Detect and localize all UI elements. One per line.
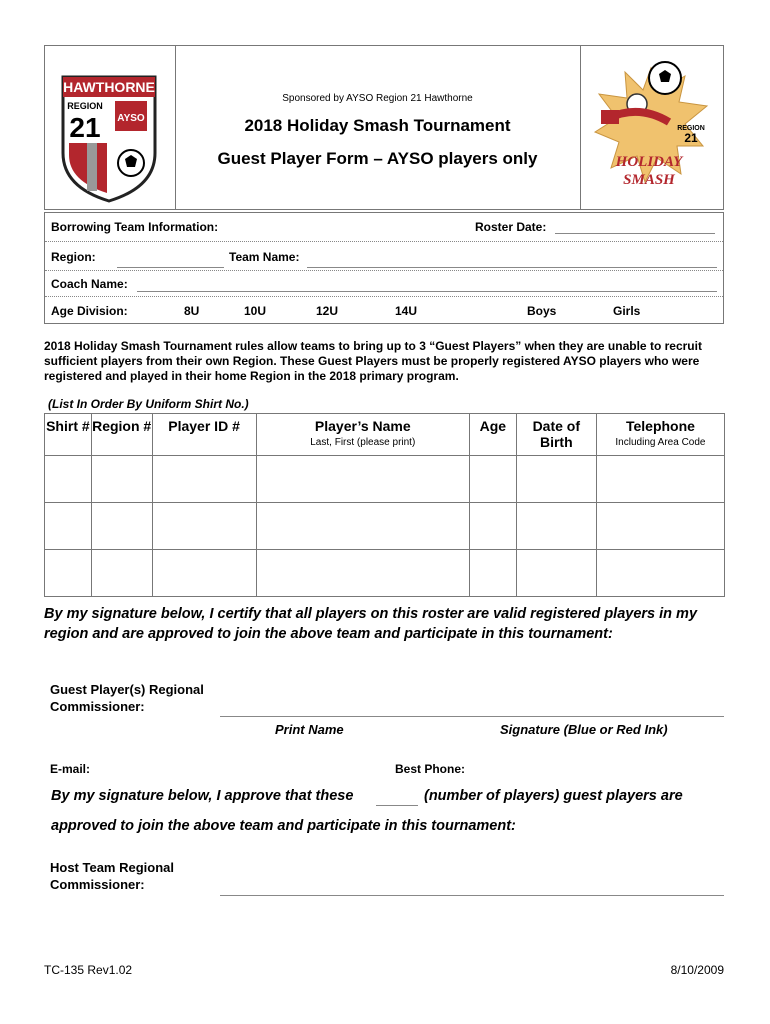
- sponsor-text: Sponsored by AYSO Region 21 Hawthorne: [282, 93, 473, 104]
- guest-commissioner-signature-line[interactable]: [220, 716, 724, 717]
- host-commissioner-signature-line[interactable]: [220, 895, 724, 896]
- age-division-label: Age Division:: [51, 304, 128, 318]
- svg-text:21: 21: [69, 112, 101, 143]
- col-dob: Date of Birth: [516, 414, 596, 456]
- col-player-name: [256, 414, 469, 456]
- svg-text:AYSO: AYSO: [117, 113, 145, 124]
- table-row[interactable]: [45, 456, 725, 503]
- rules-text: 2018 Holiday Smash Tournament rules allow teams to bring up to 3 “Guest Players” when they are unable to recruit sufficient players from their own Region. These Guest Players must be properly registered AYSO players who were registered and played in their home Region in the 2018 primary program.: [44, 339, 702, 383]
- svg-text:21: 21: [684, 131, 698, 145]
- telephone-heading: Telephone: [625, 418, 695, 434]
- telephone-subheading: Including Area Code: [615, 437, 706, 448]
- col-player-id: Player ID #: [152, 414, 256, 456]
- borrowing-team-section: [44, 212, 724, 324]
- form-subtitle: Guest Player Form – AYSO players only: [217, 149, 538, 168]
- approve-statement-start: By my signature below, I approve that these: [51, 788, 354, 804]
- svg-text:HAWTHORNE: HAWTHORNE: [63, 79, 155, 95]
- borrowing-team-label: Borrowing Team Information:: [51, 220, 219, 234]
- division-8u[interactable]: 8U: [184, 304, 200, 318]
- list-order-note: (List In Order By Uniform Shirt No.): [48, 397, 249, 411]
- boys-option[interactable]: Boys: [527, 304, 557, 318]
- svg-text:HOLIDAY: HOLIDAY: [615, 154, 683, 170]
- best-phone-label: Best Phone:: [395, 762, 466, 776]
- division-10u[interactable]: 10U: [244, 304, 267, 318]
- form-title: 2018 Holiday Smash Tournament: [244, 116, 511, 135]
- number-of-players-field[interactable]: [376, 805, 418, 806]
- certify-statement: By my signature below, I certify that all players on this roster are valid registered players in my region and are approved to join the above team and participate in this tournament:: [44, 606, 698, 642]
- team-name-field[interactable]: [307, 267, 717, 268]
- region-label: Region:: [51, 250, 96, 264]
- col-region: Region #: [91, 414, 152, 456]
- print-name-label: Print Name: [275, 722, 344, 737]
- approve-statement-continued: approved to join the above team and participate in this tournament:: [51, 818, 516, 834]
- host-commissioner-label: Host Team Regional Commissioner:: [50, 860, 175, 892]
- girls-option[interactable]: Girls: [613, 304, 641, 318]
- player-name-heading: Player’s Name: [314, 418, 411, 434]
- division-14u[interactable]: 14U: [395, 304, 418, 318]
- table-row[interactable]: [45, 503, 725, 550]
- coach-name-label: Coach Name:: [51, 277, 128, 291]
- col-shirt: Shirt #: [45, 414, 92, 456]
- signature-label: Signature (Blue or Red Ink): [500, 722, 668, 737]
- form-id: TC-135 Rev1.02: [44, 963, 133, 977]
- guest-commissioner-label: Guest Player(s) Regional Commissioner:: [50, 682, 204, 714]
- col-telephone: [596, 414, 724, 456]
- col-age: Age: [469, 414, 516, 456]
- approve-statement-end: (number of players) guest players are: [424, 788, 683, 804]
- svg-text:REGION: REGION: [67, 101, 103, 111]
- svg-text:SMASH: SMASH: [623, 172, 675, 188]
- hawthorne-region-logo: [59, 75, 159, 203]
- team-name-label: Team Name:: [229, 250, 300, 264]
- coach-name-field[interactable]: [137, 291, 717, 292]
- roster-date-label: Roster Date:: [475, 220, 547, 234]
- player-name-subheading: Last, First (please print): [310, 437, 416, 448]
- form-header: [44, 45, 724, 210]
- roster-table: [44, 413, 725, 597]
- holiday-smash-logo: [589, 54, 714, 199]
- form-date: 8/10/2009: [670, 963, 724, 977]
- table-row[interactable]: [45, 550, 725, 597]
- email-label: E-mail:: [50, 762, 91, 776]
- division-12u[interactable]: 12U: [316, 304, 339, 318]
- region-field[interactable]: [117, 267, 224, 268]
- table-header-row: [45, 414, 725, 456]
- right-logo-box: [580, 46, 724, 209]
- roster-date-field[interactable]: [555, 233, 715, 234]
- left-logo-box: [45, 46, 176, 209]
- svg-text:REGION: REGION: [677, 125, 705, 132]
